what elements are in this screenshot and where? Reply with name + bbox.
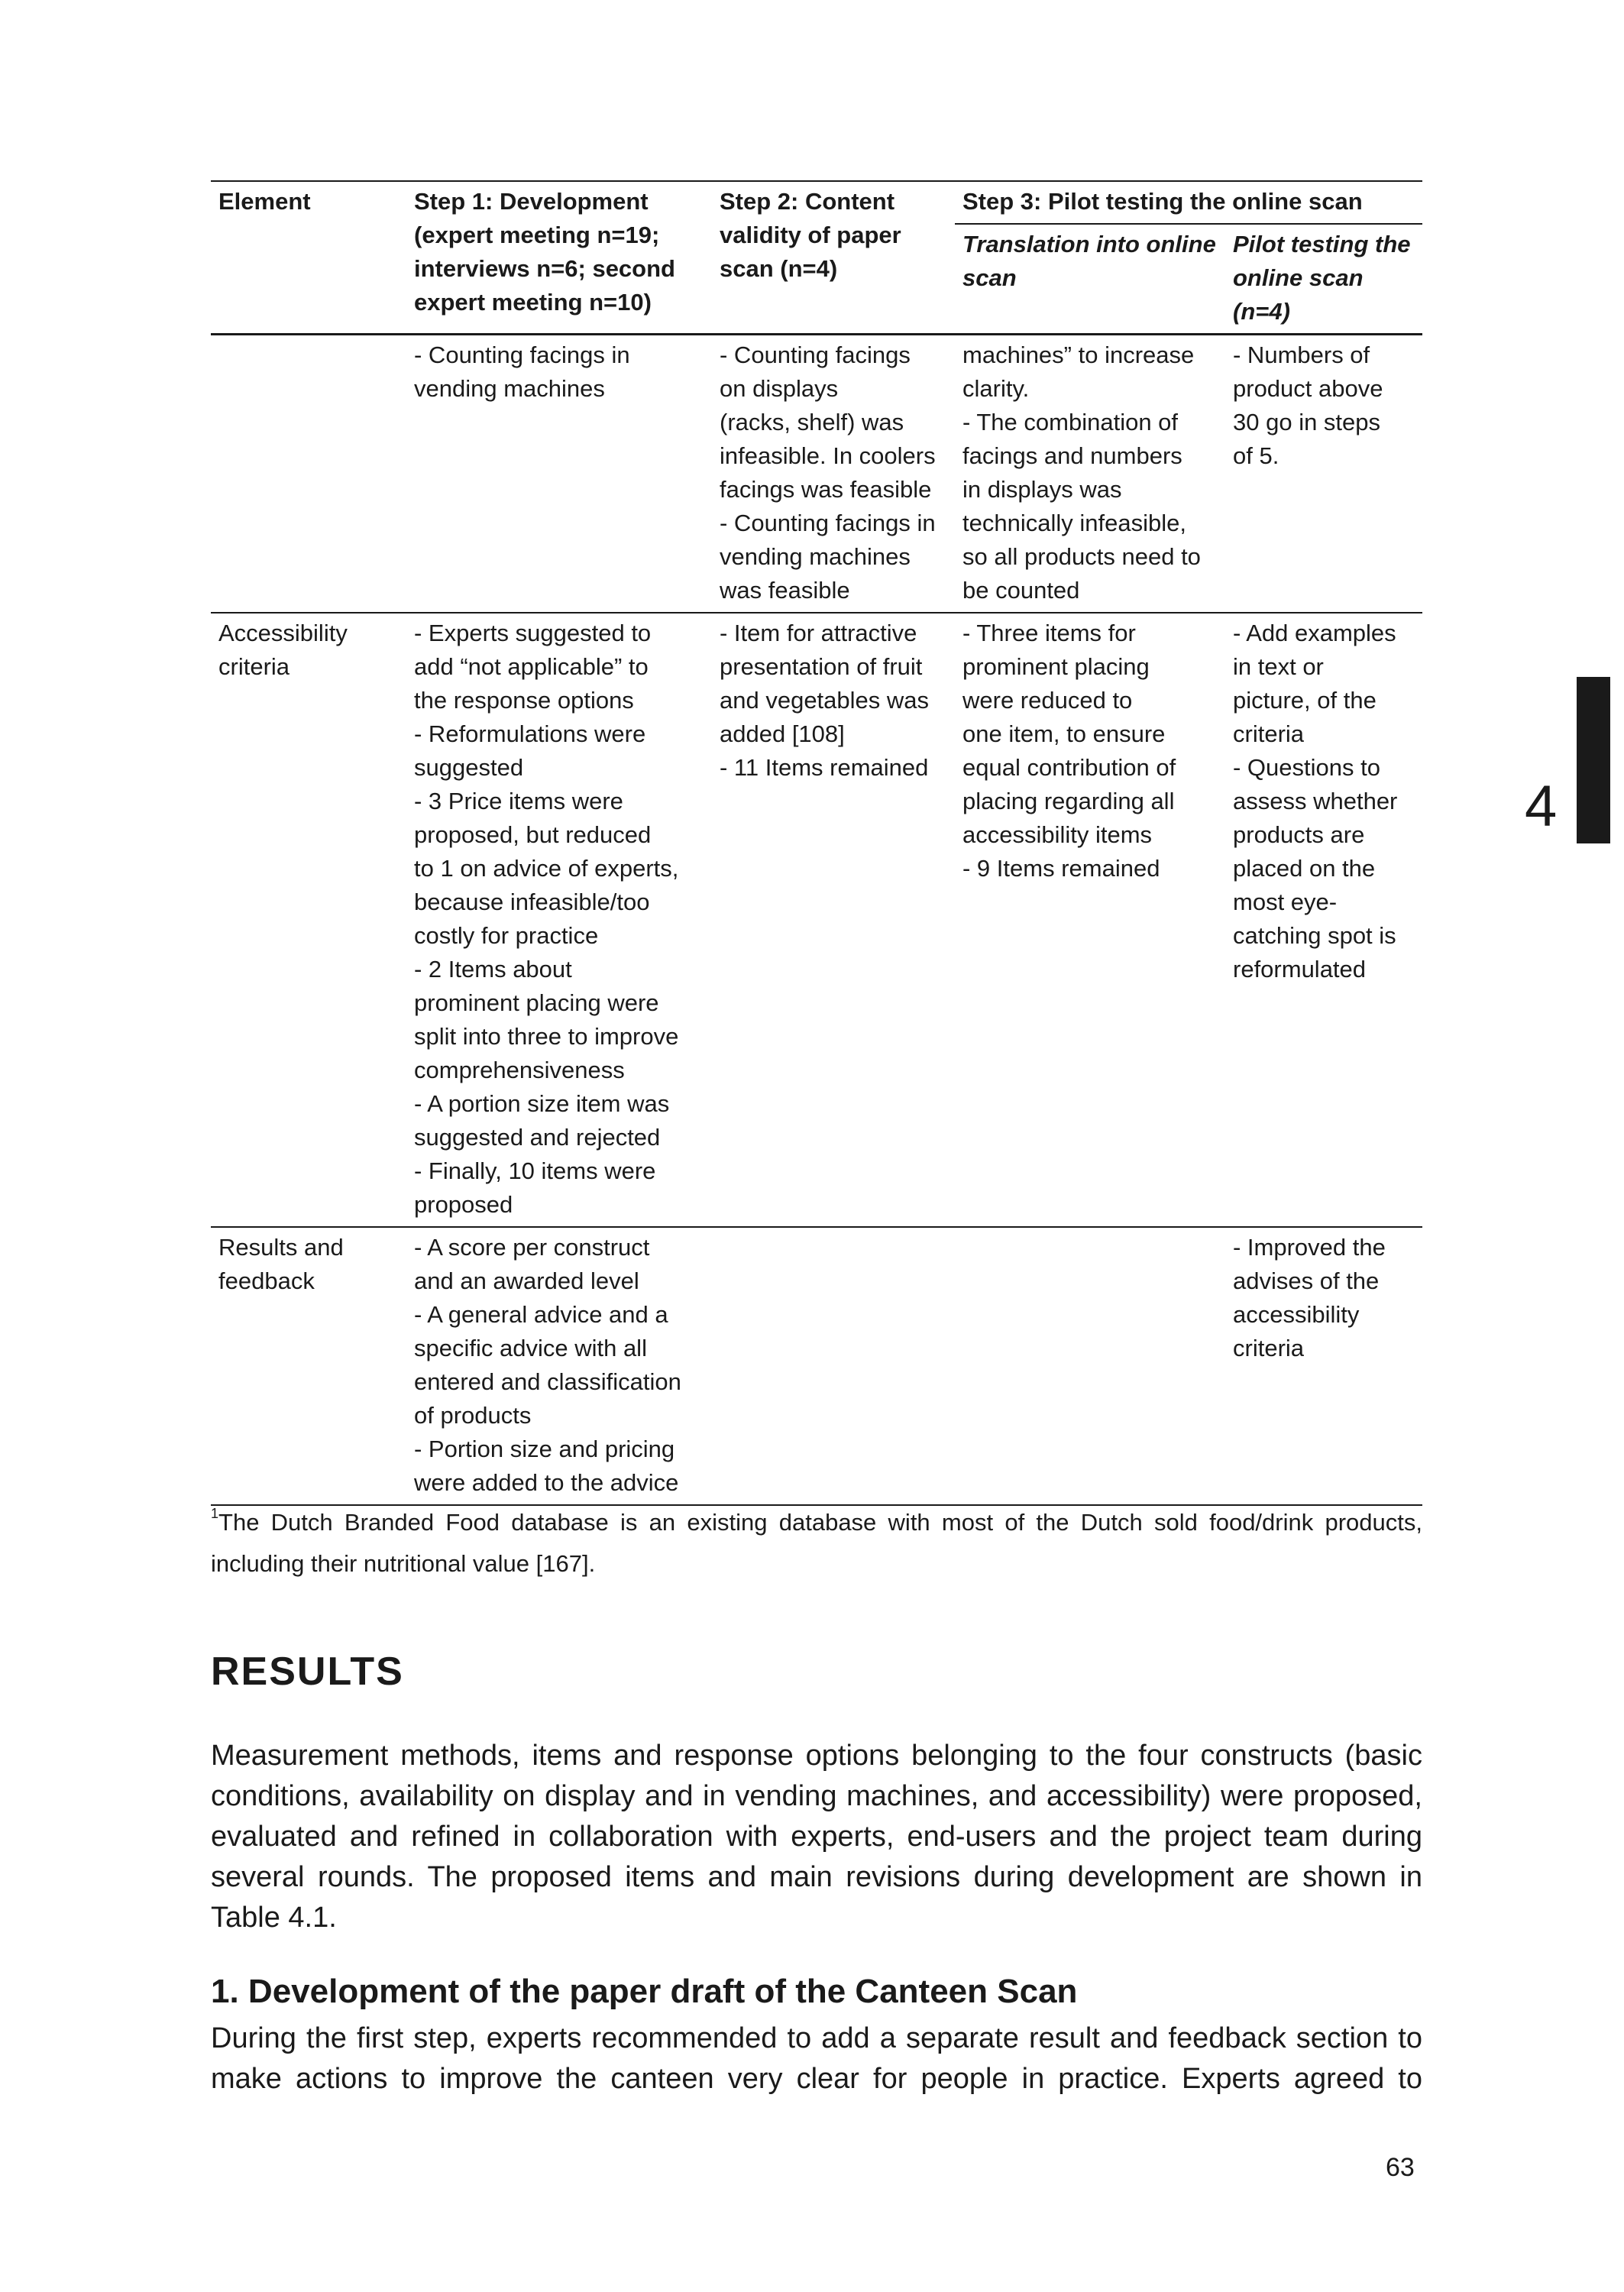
cell-step3-pilot [1225, 335, 1422, 613]
cell-line: prominent placing [962, 653, 1150, 680]
cell-step3-translation [955, 1227, 1225, 1505]
cell-line: equal contribution of [962, 754, 1176, 781]
cell-line: - Three items for [962, 620, 1136, 646]
cell-line: - Improved the [1233, 1234, 1386, 1261]
cell-line: Accessibility [218, 620, 348, 646]
cell-line: - Portion size and pricing [414, 1436, 675, 1462]
cell-line: because infeasible/too [414, 889, 650, 915]
chapter-number: 4 [1525, 774, 1558, 839]
cell-line: facings was feasible [720, 476, 932, 503]
cell-line: - Counting facings in [414, 342, 630, 368]
cell-line: infeasible. In coolers [720, 442, 936, 469]
cell-step1 [406, 1227, 712, 1505]
cell-line: vending machines [720, 543, 911, 570]
cell-line: assess whether [1233, 788, 1398, 814]
cell-line: - Item for attractive [720, 620, 917, 646]
cell-line: one item, to ensure [962, 720, 1166, 747]
cell-line: machines” to increase [962, 342, 1195, 368]
cell-line: add “not applicable” to [414, 653, 649, 680]
cell-line: the response options [414, 687, 634, 714]
cell-line: placing regarding all [962, 788, 1175, 814]
cell-step2 [712, 613, 955, 1227]
cell-line: placed on the [1233, 855, 1376, 882]
cell-line: added [108] [720, 720, 845, 747]
cell-line: criteria [1233, 1335, 1305, 1361]
cell-line: of 5. [1233, 442, 1279, 469]
cell-line: specific advice with all [414, 1335, 647, 1361]
header-step3-pilot: Pilot testing the online scan (n=4) [1225, 224, 1422, 335]
cell-line: comprehensiveness [414, 1057, 625, 1083]
subsection-paragraph: During the first step, experts recommended to add a separate result and feedback section to make actions to improve the canteen very clear for people in practice. Experts agreed to [211, 2022, 1422, 2095]
cell-line: of products [414, 1402, 532, 1429]
cell-line: - Reformulations were [414, 720, 646, 747]
cell-line: most eye- [1233, 889, 1338, 915]
cell-line: proposed [414, 1191, 513, 1218]
cell-line: to 1 on advice of experts, [414, 855, 679, 882]
cell-line: accessibility items [962, 821, 1153, 848]
table-row [211, 335, 1422, 613]
cell-line: suggested [414, 754, 524, 781]
page-number: 63 [1386, 2153, 1415, 2182]
footnote-text: The Dutch Branded Food database is an existing database with most of the Dutch sold food/drink products, including their nutritional value [167]. [211, 1509, 1422, 1577]
cell-step2 [712, 335, 955, 613]
results-paragraph: Measurement methods, items and response options belonging to the four constructs (basic conditions, availability on display and in vending machines, and accessibility) were proposed, evaluated and refined in collaboration with experts, end-users and the project team during several rounds. The proposed items and main revisions during development are shown in Table 4.1. [211, 1740, 1422, 1934]
cell-line: - Counting facings in [720, 510, 936, 536]
cell-line: and vegetables was [720, 687, 930, 714]
cell-line: feedback [218, 1267, 315, 1294]
cell-line: - A portion size item was [414, 1090, 670, 1117]
cell-line: - 2 Items about [414, 956, 572, 983]
cell-line: products are [1233, 821, 1365, 848]
cell-step2 [712, 1227, 955, 1505]
cell-line: on displays [720, 375, 839, 402]
cell-line: clarity. [962, 375, 1030, 402]
cell-step1 [406, 335, 712, 613]
revision-table [211, 180, 1422, 1506]
cell-line: in displays was [962, 476, 1122, 503]
cell-line: criteria [218, 653, 290, 680]
cell-line: were added to the advice [414, 1469, 679, 1496]
cell-line: 30 go in steps [1233, 409, 1381, 435]
chapter-tab [1577, 677, 1610, 843]
cell-line: - A score per construct [414, 1234, 650, 1261]
cell-line: split into three to improve [414, 1023, 679, 1050]
cell-line: suggested and rejected [414, 1124, 661, 1151]
cell-line: advises of the [1233, 1267, 1380, 1294]
table-row [211, 1227, 1422, 1505]
footnote-marker: 1 [211, 1506, 219, 1521]
cell-line: costly for practice [414, 922, 599, 949]
cell-line: facings and numbers [962, 442, 1182, 469]
subsection-heading: 1. Development of the paper draft of the Canteen Scan [211, 1973, 1078, 2010]
cell-line: product above [1233, 375, 1383, 402]
cell-line: - A general advice and a [414, 1301, 668, 1328]
cell-line: - 9 Items remained [962, 855, 1160, 882]
cell-line: vending machines [414, 375, 605, 402]
cell-line: - 3 Price items were [414, 788, 623, 814]
cell-line: entered and classification [414, 1368, 681, 1395]
header-element: Element [211, 181, 406, 335]
cell-step3-pilot [1225, 613, 1422, 1227]
cell-step3-pilot [1225, 1227, 1422, 1505]
cell-line: - Questions to [1233, 754, 1380, 781]
table-row [211, 613, 1422, 1227]
cell-element [211, 613, 406, 1227]
cell-line: was feasible [720, 577, 850, 604]
cell-line: - Finally, 10 items were [414, 1157, 656, 1184]
header-step2: Step 2: Content validity of paper scan (n=4) [712, 181, 955, 335]
cell-line: and an awarded level [414, 1267, 639, 1294]
cell-step3-translation [955, 613, 1225, 1227]
cell-line: be counted [962, 577, 1080, 604]
results-heading: RESULTS [211, 1649, 404, 1694]
header-step3-translation: Translation into online scan [955, 224, 1225, 335]
header-step3: Step 3: Pilot testing the online scan [955, 181, 1422, 224]
cell-line: in text or [1233, 653, 1324, 680]
cell-step1 [406, 613, 712, 1227]
cell-step3-translation [955, 335, 1225, 613]
cell-line: prominent placing were [414, 989, 659, 1016]
cell-line: so all products need to [962, 543, 1201, 570]
cell-line: picture, of the [1233, 687, 1377, 714]
cell-element [211, 1227, 406, 1505]
cell-line: Results and [218, 1234, 344, 1261]
cell-line: proposed, but reduced [414, 821, 652, 848]
cell-line: - Add examples [1233, 620, 1396, 646]
cell-line: (racks, shelf) was [720, 409, 904, 435]
cell-element [211, 335, 406, 613]
header-step1: Step 1: Development (expert meeting n=19; interviews n=6; second expert meeting n=10) [406, 181, 712, 335]
cell-line: catching spot is [1233, 922, 1396, 949]
cell-line: - Counting facings [720, 342, 911, 368]
revision-table-grid [211, 180, 1422, 1506]
cell-line: were reduced to [962, 687, 1133, 714]
cell-line: - Numbers of [1233, 342, 1370, 368]
cell-line: presentation of fruit [720, 653, 923, 680]
cell-line: - The combination of [962, 409, 1179, 435]
cell-line: technically infeasible, [962, 510, 1186, 536]
table-footnote [211, 1502, 1422, 1585]
table-header [211, 181, 1422, 335]
cell-line: accessibility [1233, 1301, 1360, 1328]
table-body [211, 335, 1422, 1506]
cell-line: criteria [1233, 720, 1305, 747]
cell-line: reformulated [1233, 956, 1367, 983]
cell-line: - 11 Items remained [720, 754, 929, 781]
cell-line: - Experts suggested to [414, 620, 652, 646]
